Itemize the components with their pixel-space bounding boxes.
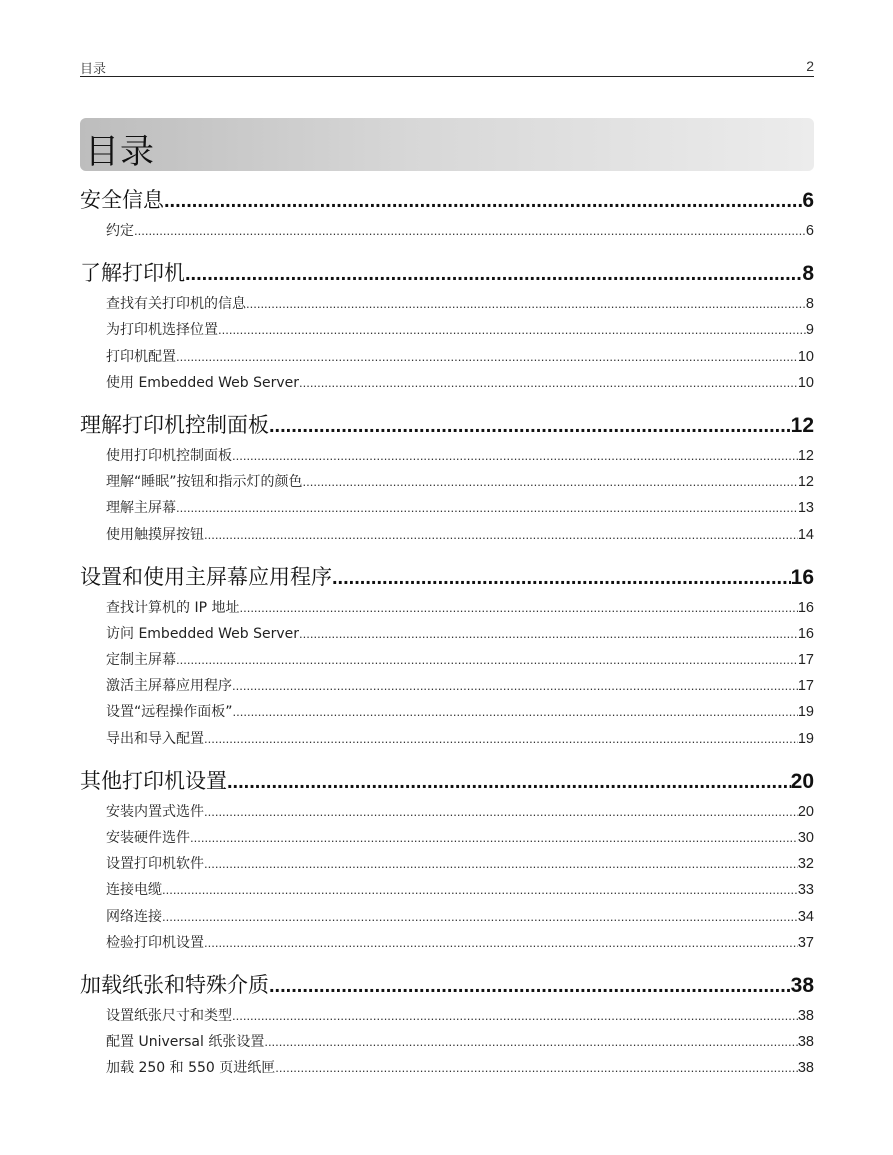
toc-subentry-page: 17	[797, 652, 814, 669]
toc-subentry[interactable]	[106, 825, 814, 851]
toc-subentry-title: 连接电缆	[106, 882, 162, 899]
toc-section	[80, 255, 814, 396]
toc-section	[80, 559, 814, 752]
toc-subentry[interactable]	[106, 930, 814, 956]
toc-subentry[interactable]	[106, 877, 814, 903]
toc-section-entry[interactable]	[80, 559, 814, 595]
toc-subentry-page: 10	[797, 348, 814, 365]
toc-leader-dots	[185, 256, 802, 292]
toc-subentry[interactable]	[106, 647, 814, 673]
toc-subentry[interactable]	[106, 726, 814, 752]
header-page-number: 2	[806, 58, 814, 74]
toc-section	[80, 967, 814, 1082]
toc-leader-dots	[246, 291, 806, 317]
toc-subentry-page: 12	[797, 474, 814, 491]
toc-leader-dots	[204, 726, 798, 752]
toc-subentry-title: 配置 Universal 纸张设置	[106, 1034, 265, 1051]
toc-subentry-title: 设置纸张尺寸和类型	[106, 1007, 232, 1024]
toc-leader-dots	[232, 1003, 798, 1029]
toc-subentry[interactable]	[106, 1003, 814, 1029]
page-header	[80, 58, 814, 77]
toc-leader-dots	[162, 904, 798, 930]
toc-subentry[interactable]	[106, 370, 814, 396]
toc-subentry[interactable]	[106, 699, 814, 725]
table-of-contents	[80, 182, 814, 1093]
toc-subentry-title: 设置打印机软件	[106, 856, 204, 873]
toc-subentry-page: 38	[797, 1034, 814, 1051]
toc-subentry-page: 19	[797, 730, 814, 747]
toc-subentry[interactable]	[106, 799, 814, 825]
toc-leader-dots	[269, 408, 791, 444]
toc-subentry-page: 19	[797, 704, 814, 721]
toc-section	[80, 182, 814, 244]
toc-leader-dots	[204, 799, 798, 825]
toc-subentry-page: 6	[805, 223, 814, 239]
toc-section	[80, 407, 814, 548]
toc-subentry-page: 38	[797, 1007, 814, 1024]
toc-subentry-page: 13	[797, 500, 814, 517]
toc-section-title: 加载纸张和特殊介质	[80, 972, 269, 997]
toc-leader-dots	[232, 673, 798, 699]
toc-section-entry[interactable]	[80, 407, 814, 443]
toc-leader-dots	[164, 183, 802, 219]
toc-subentry[interactable]	[106, 291, 814, 317]
toc-subentry-page: 32	[797, 856, 814, 873]
toc-subentry-title: 为打印机选择位置	[106, 322, 218, 339]
toc-section-entry[interactable]	[80, 182, 814, 218]
toc-subentry-page: 34	[797, 908, 814, 925]
toc-subentry-page: 33	[797, 882, 814, 899]
toc-subentry-page: 10	[797, 374, 814, 391]
toc-subentry-title: 查找有关打印机的信息	[106, 296, 246, 313]
toc-subentry-title: 安装内置式选件	[106, 803, 204, 820]
toc-leader-dots	[204, 522, 798, 548]
toc-leader-dots	[299, 370, 798, 396]
toc-subentry-title: 使用打印机控制面板	[106, 447, 232, 464]
toc-subentry-title: 使用 Embedded Web Server	[106, 374, 300, 391]
toc-subentry-title: 打印机配置	[106, 348, 176, 365]
toc-section-page: 20	[790, 769, 814, 793]
toc-leader-dots	[303, 469, 798, 495]
toc-subentry[interactable]	[106, 621, 814, 647]
toc-section-title: 安全信息	[80, 188, 164, 212]
toc-section-page: 16	[790, 565, 814, 589]
toc-subentry[interactable]	[106, 673, 814, 699]
toc-leader-dots	[275, 1055, 798, 1081]
toc-subentry-page: 37	[797, 934, 814, 951]
toc-subentry[interactable]	[106, 218, 814, 244]
toc-leader-dots	[134, 218, 806, 244]
toc-subentry-title: 理解主屏幕	[106, 500, 176, 517]
toc-subentry-title: 理解“睡眠”按钮和指示灯的颜色	[106, 474, 303, 491]
toc-section-title: 其他打印机设置	[80, 768, 227, 793]
toc-subentry-title: 设置“远程操作面板”	[106, 704, 233, 721]
toc-leader-dots	[204, 930, 798, 956]
toc-section-page: 6	[802, 189, 814, 212]
toc-subentry-title: 检验打印机设置	[106, 934, 204, 951]
toc-leader-dots	[227, 764, 791, 800]
toc-section-title: 理解打印机控制面板	[80, 412, 269, 437]
toc-subentry-title: 安装硬件选件	[106, 830, 190, 846]
toc-section	[80, 763, 814, 956]
toc-subentry-title: 查找计算机的 IP 地址	[106, 599, 240, 616]
toc-leader-dots	[233, 699, 798, 725]
toc-section-entry[interactable]	[80, 967, 814, 1003]
toc-section-page: 38	[790, 973, 814, 997]
toc-subentry-page: 17	[797, 678, 814, 695]
toc-leader-dots	[176, 647, 798, 673]
toc-subentry-title: 访问 Embedded Web Server	[106, 625, 300, 642]
toc-subentry[interactable]	[106, 1055, 814, 1081]
toc-subentry[interactable]	[106, 1029, 814, 1055]
toc-leader-dots	[176, 495, 798, 521]
toc-subentry[interactable]	[106, 344, 814, 370]
page-title: 目录	[85, 132, 155, 172]
toc-subentry[interactable]	[106, 522, 814, 548]
toc-leader-dots	[239, 595, 797, 621]
toc-section-page: 8	[802, 262, 814, 286]
toc-section-page: 12	[790, 413, 814, 437]
toc-subentry-title: 约定	[106, 223, 134, 239]
toc-subentry-page: 38	[797, 1060, 814, 1077]
toc-leader-dots	[190, 825, 798, 851]
toc-subentry[interactable]	[106, 469, 814, 495]
toc-subentry-title: 加载 250 和 550 页进纸匣	[106, 1060, 276, 1077]
header-section-title: 目录	[80, 62, 107, 77]
toc-subentry[interactable]	[106, 443, 814, 469]
toc-section-entry[interactable]	[80, 763, 814, 799]
toc-subentry-page: 20	[797, 803, 814, 820]
toc-leader-dots	[299, 621, 798, 647]
toc-subentry-page: 16	[797, 599, 814, 616]
toc-subentry[interactable]	[106, 904, 814, 930]
toc-subentry-title: 网络连接	[106, 908, 162, 925]
toc-section-title: 设置和使用主屏幕应用程序	[80, 564, 332, 589]
toc-leader-dots	[264, 1029, 798, 1055]
toc-subentry-title: 激活主屏幕应用程序	[106, 678, 232, 695]
toc-leader-dots	[176, 344, 798, 370]
toc-subentry-title: 定制主屏幕	[106, 652, 176, 669]
toc-subentry[interactable]	[106, 595, 814, 621]
toc-subentry-page: 8	[805, 296, 814, 313]
toc-leader-dots	[332, 560, 791, 596]
toc-leader-dots	[204, 851, 798, 877]
toc-leader-dots	[218, 317, 806, 343]
toc-title-banner	[80, 118, 814, 171]
toc-subentry[interactable]	[106, 851, 814, 877]
toc-subentry[interactable]	[106, 495, 814, 521]
toc-leader-dots	[269, 968, 791, 1004]
toc-subentry-page: 30	[797, 830, 814, 846]
toc-subentry-title: 使用触摸屏按钮	[106, 526, 204, 543]
toc-section-entry[interactable]	[80, 255, 814, 291]
toc-subentry-page: 14	[797, 526, 814, 543]
toc-subentry[interactable]	[106, 317, 814, 343]
toc-section-title: 了解打印机	[80, 261, 185, 286]
toc-subentry-page: 9	[805, 322, 814, 339]
toc-subentry-page: 12	[797, 447, 814, 464]
toc-leader-dots	[232, 443, 798, 469]
toc-subentry-title: 导出和导入配置	[106, 730, 204, 747]
toc-leader-dots	[162, 877, 798, 903]
toc-subentry-page: 16	[797, 625, 814, 642]
